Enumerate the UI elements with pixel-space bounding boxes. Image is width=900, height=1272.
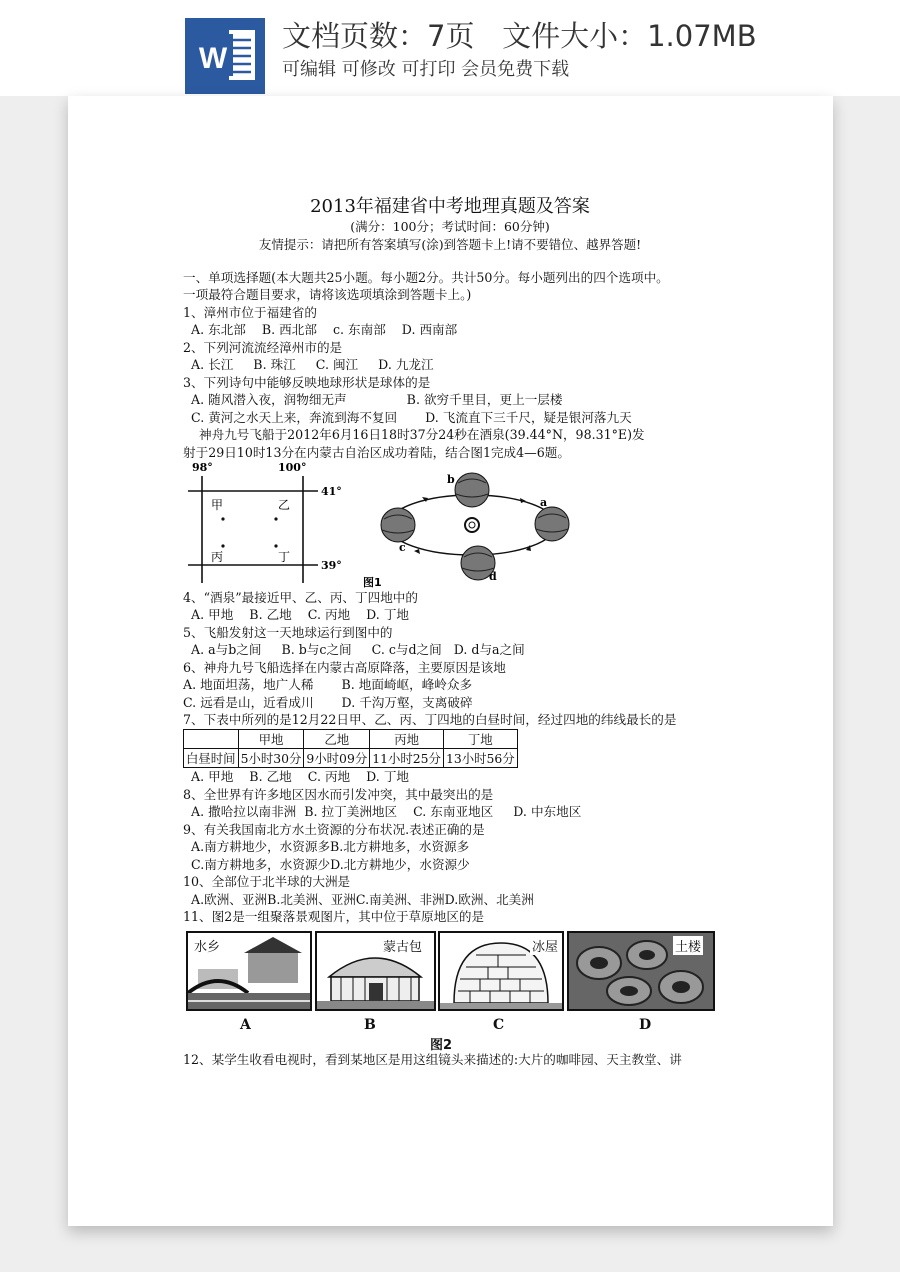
figure-caption: 图1 [363, 576, 382, 589]
word-doc-icon [185, 18, 265, 94]
text-line: 2、下列河流流经漳州市的是 [183, 340, 343, 355]
text-line: 一项最符合题目要求，请将该选项填涂到答题卡上。) [183, 287, 472, 302]
photo-igloo [438, 931, 564, 1011]
earth-orbit-diagram [381, 473, 569, 580]
place-label: 乙 [278, 498, 291, 512]
orbit-label: c [399, 541, 406, 554]
text-line: C. 黄河之水天上来，奔流到海不复回 D. 飞流直下三千尺，疑是银河落九天 [183, 410, 632, 425]
score-line: (满分：100分；考试时间：60分钟) [350, 219, 550, 234]
text-line: 7、下表中所列的是12月22日甲、乙、丙、丁四地的白昼时间，经过四地的纬线最长的是 [183, 712, 677, 727]
daylight-table [183, 729, 518, 768]
text-line: C.南方耕地多，水资源少D.北方耕地少，水资源少 [183, 857, 470, 872]
text-line: A. 地面坦荡，地广人稀 B. 地面崎岖，峰岭众多 [183, 677, 473, 692]
text-line: A.欧洲、亚洲B.北美洲、亚洲C.南美洲、非洲D.欧洲、北美洲 [183, 892, 534, 907]
table-header-row [184, 730, 518, 749]
place-label: 甲 [211, 498, 224, 512]
table-row [184, 749, 518, 768]
photo-letter: D [639, 1017, 652, 1033]
table-cell: 13小时56分 [443, 749, 517, 768]
text-line: A. a与b之间 B. b与c之间 C. c与d之间 D. d与a之间 [183, 642, 525, 657]
orbit-label: a [540, 496, 548, 509]
doc-title: 2013年福建省中考地理真题及答案 [310, 196, 590, 217]
text-line: A. 随风潜入夜，润物细无声 B. 欲穷千里目，更上一层楼 [183, 392, 563, 407]
table-cell: 丙地 [370, 730, 444, 749]
figure-1 [180, 458, 600, 590]
earth-globe [535, 507, 569, 541]
lat-label: 39° [321, 559, 342, 572]
photo-label: 冰屋 [530, 936, 560, 955]
place-label: 丙 [211, 550, 224, 564]
text-line: 射于29日10时13分在内蒙古自治区成功着陆，结合图1完成4—6题。 [183, 445, 570, 460]
text-line: 12、某学生收看电视时，看到某地区是用这组镜头来描述的:大片的咖啡园、天主教堂、讲 [183, 1052, 682, 1067]
lat-label: 41° [321, 485, 342, 498]
orbit-label: d [489, 570, 497, 583]
doc-stats: 文档页数：7页 文件大小：1.07MB [282, 19, 757, 53]
photo-label: 蒙古包 [381, 936, 424, 955]
text-line: A. 东北部 B. 西北部 c. 东南部 D. 西南部 [183, 322, 458, 337]
text-line: 4、“酒泉”最接近甲、乙、丙、丁四地中的 [183, 590, 418, 605]
doc-features: 可编辑 可修改 可打印 会员免费下载 [282, 59, 570, 80]
orbit-label: b [447, 473, 455, 486]
text-line: 11、图2是一组聚落景观图片，其中位于草原地区的是 [183, 909, 485, 924]
svg-text:W: W [198, 42, 228, 75]
table-cell [184, 730, 239, 749]
text-line: A. 长江 B. 珠江 C. 闽江 D. 九龙江 [183, 357, 434, 372]
text-line: A. 甲地 B. 乙地 C. 丙地 D. 丁地 [183, 607, 410, 622]
text-line: 5、飞船发射这一天地球运行到图中的 [183, 625, 393, 640]
photo-water-town [186, 931, 312, 1011]
photo-label: 水乡 [192, 936, 222, 955]
tip-line: 友情提示：请把所有答案填写(涂)到答题卡上!请不要错位、越界答题! [258, 237, 642, 252]
table-cell: 甲地 [238, 730, 304, 749]
photo-letter: C [493, 1017, 505, 1033]
table-cell: 11小时25分 [370, 749, 444, 768]
text-line: 6、神舟九号飞船选择在内蒙古高原降落，主要原因是该地 [183, 660, 506, 675]
text-line: 8、全世界有许多地区因水而引发冲突，其中最突出的是 [183, 787, 494, 802]
lon-label: 98° [192, 461, 213, 474]
photo-letter: B [364, 1017, 376, 1033]
download-banner [0, 0, 900, 96]
photo-yurt [315, 931, 436, 1011]
lat-lon-grid [188, 476, 318, 583]
text-line: 一、单项选择题(本大题共25小题。每小题2分。共计50分。每小题列出的四个选项中。 [183, 270, 669, 285]
table-cell: 5小时30分 [238, 749, 304, 768]
text-line: 3、下列诗句中能够反映地球形状是球体的是 [183, 375, 431, 390]
earth-globe [381, 508, 415, 542]
text-line: C. 远看是山，近看成川 D. 千沟万壑，支离破碎 [183, 695, 473, 710]
table-cell: 丁地 [443, 730, 517, 749]
table-cell: 9小时09分 [304, 749, 370, 768]
table-cell: 白昼时间 [184, 749, 239, 768]
lon-label: 100° [278, 461, 307, 474]
text-line: 10、全部位于北半球的大洲是 [183, 874, 351, 889]
figure-caption: 图2 [430, 1038, 453, 1053]
text-line: A. 甲地 B. 乙地 C. 丙地 D. 丁地 [183, 769, 410, 784]
text-line: 神舟九号飞船于2012年6月16日18时37分24秒在酒泉(39.44°N，98.31°E)发 [183, 427, 645, 442]
earth-globe [455, 473, 489, 507]
text-line: 9、有关我国南北方水土资源的分布状况.表述正确的是 [183, 822, 485, 837]
text-line: A.南方耕地少，水资源多B.北方耕地多，水资源多 [183, 839, 470, 854]
photo-label: 土楼 [673, 936, 703, 955]
table-cell: 乙地 [304, 730, 370, 749]
text-line: A. 撒哈拉以南非洲 B. 拉丁美洲地区 C. 东南亚地区 D. 中东地区 [183, 804, 582, 819]
photo-tulou [567, 931, 715, 1011]
photo-letter: A [240, 1017, 251, 1033]
place-label: 丁 [278, 550, 291, 564]
text-line: 1、漳州市位于福建省的 [183, 305, 317, 320]
